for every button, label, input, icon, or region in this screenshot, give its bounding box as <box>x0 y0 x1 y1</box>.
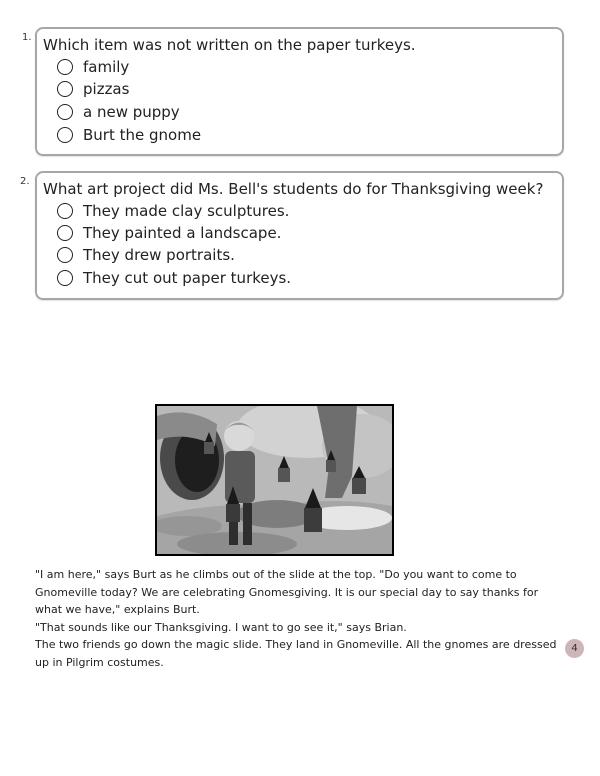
option-label: They cut out paper turkeys. <box>83 269 292 287</box>
radio-button[interactable] <box>57 203 73 219</box>
option-label: They painted a landscape. <box>83 224 282 242</box>
radio-button[interactable] <box>57 127 73 143</box>
story-paragraph: "That sounds like our Thanksgiving. I want to go see it," says Brian. <box>35 620 407 634</box>
option-label: They made clay sculptures. <box>83 202 290 220</box>
option-label: family <box>83 58 130 76</box>
answer-option[interactable] <box>57 102 180 122</box>
story-text <box>35 566 565 671</box>
question-text: What art project did Ms. Bell's students do for Thanksgiving week? <box>43 180 544 198</box>
question-text: Which item was not written on the paper turkeys. <box>43 36 416 54</box>
option-label: a new puppy <box>83 103 180 121</box>
answer-option[interactable] <box>57 245 235 265</box>
option-label: Burt the gnome <box>83 126 202 144</box>
story-paragraph: "I am here," says Burt as he climbs out of the slide at the top. "Do you want to come to Gnomeville today? We are celebrating Gnomesgiving. It is our special day to say thanks for what we have," explains Burt. <box>35 568 539 616</box>
answer-option[interactable] <box>57 125 201 145</box>
answer-option[interactable] <box>57 201 289 221</box>
radio-button[interactable] <box>57 104 73 120</box>
question-number: 1. <box>22 32 32 43</box>
story-paragraph: The two friends go down the magic slide. They land in Gnomeville. All the gnomes are dressed up in Pilgrim costumes. <box>35 638 557 669</box>
answer-option[interactable] <box>57 79 129 99</box>
answer-option[interactable] <box>57 57 129 77</box>
page-number-badge: 4 <box>565 639 584 658</box>
question-box <box>35 27 564 156</box>
question-number: 2. <box>20 176 30 187</box>
answer-option[interactable] <box>57 268 291 288</box>
radio-button[interactable] <box>57 225 73 241</box>
radio-button[interactable] <box>57 59 73 75</box>
answer-option[interactable] <box>57 223 281 243</box>
radio-button[interactable] <box>57 270 73 286</box>
option-label: They drew portraits. <box>83 246 235 264</box>
radio-button[interactable] <box>57 81 73 97</box>
gnomeville-scene <box>157 406 392 554</box>
question-box <box>35 171 564 300</box>
story-illustration <box>155 404 394 556</box>
option-label: pizzas <box>83 80 130 98</box>
radio-button[interactable] <box>57 247 73 263</box>
